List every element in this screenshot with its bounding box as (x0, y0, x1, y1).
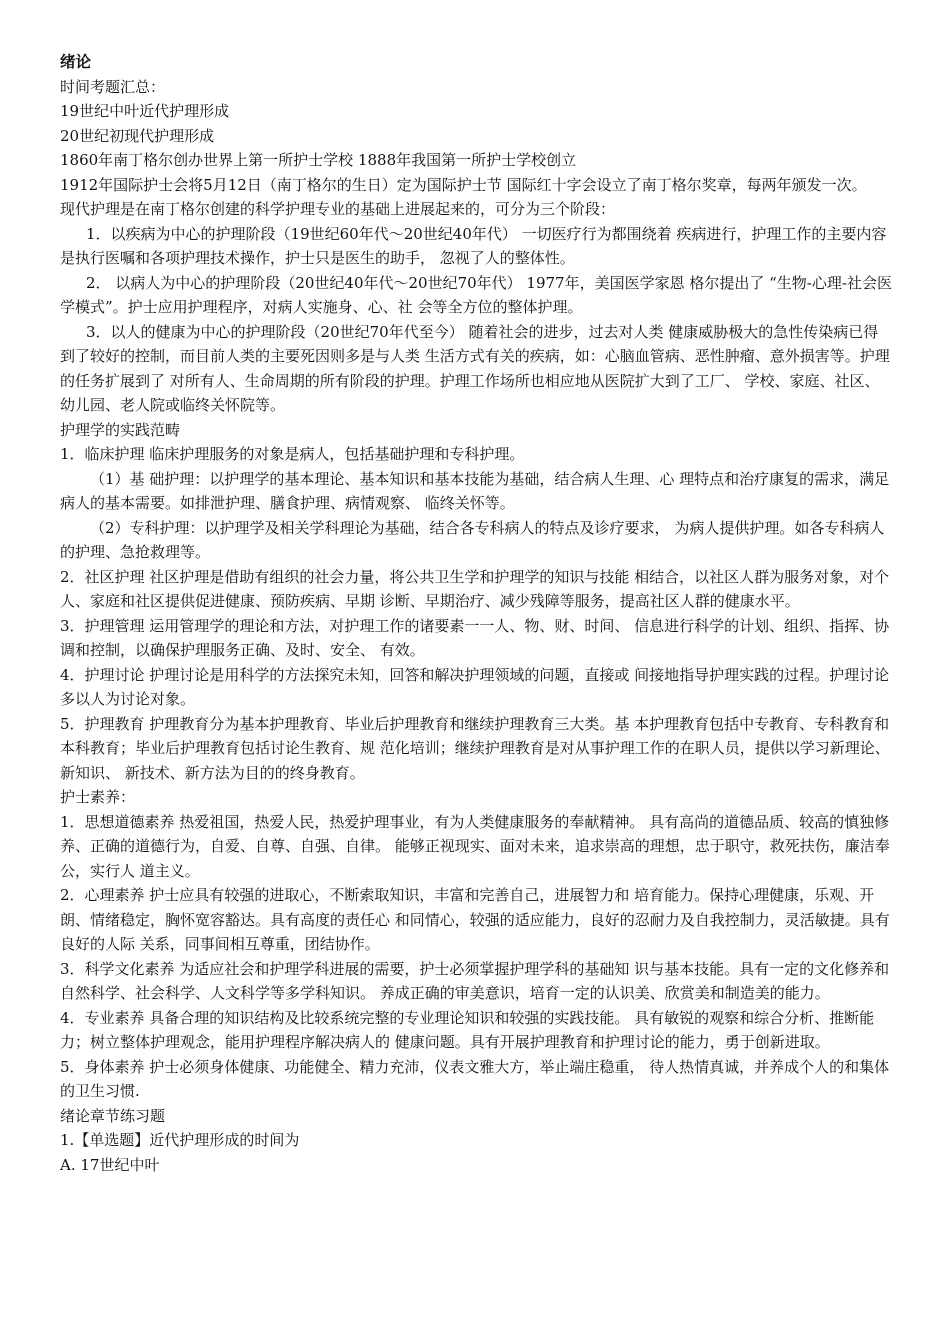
qualities-paragraph: 1．思想道德素养 热爱祖国，热爱人民，热爱护理事业，有为人类健康服务的奉献精神。 具有高尚的道德品质、较高的慎独修养、正确的道德行为，自爱、自尊、自强、自律。 能够正视现实、面对未来，追求崇高的理想，忠于职守，救死扶伤，廉洁奉公，实行人 道主义。 (60, 812, 890, 880)
timeline-item: 1860年南丁格尔创办世界上第一所护士学校 1888年我国第一所护士学校创立 (60, 151, 577, 169)
timeline-item: 20世纪初现代护理形成 (60, 126, 215, 145)
stage-paragraph: 2． 以病人为中心的护理阶段（20世纪40年代～20世纪70年代） 1977年，美国医学家恩 格尔提出了 “生物-心理-社会医学模式”。护士应用护理程序，对病人实施身、心、社 会等全方位的整体护理。 (60, 273, 892, 316)
practice-paragraph: 3．护理管理 运用管理学的理论和方法，对护理工作的诸要素一一人、物、财、时间、 信息进行科学的计划、组织、指挥、协调和控制，以确保护理服务正确、及时、安全、 有效。 (60, 616, 890, 659)
practice-paragraph: 4．护理讨论 护理讨论是用科学的方法探究未知，回答和解决护理领域的问题，直接或 间接地指导护理实践的过程。护理讨论多以人为讨论对象。 (60, 665, 890, 708)
stage-paragraph: 3．以人的健康为中心的护理阶段（20世纪70年代至今） 随着社会的进步，过去对人类 健康威胁极大的急性传染病已得到了较好的控制，而目前人类的主要死因则多是与人类 生活方式有关的疾病，如：心脑血管病、恶性肿瘤、意外损害等。护理的任务扩展到了 对所有人、生命周期的所有阶段的护理。护理工作场所也相应地从医院扩大到了工厂、 学校、家庭、社区、幼儿园、老人院或临终关怀院等。 (60, 322, 890, 414)
qualities-paragraph: 4．专业素养 具备合理的知识结构及比较系统完整的专业理论知识和较强的实践技能。 具有敏锐的观察和综合分析、推断能力；树立整体护理观念，能用护理程序解决病人的 健康问题。具有开展护理教育和护理讨论的能力，勇于创新进取。 (60, 1008, 875, 1051)
document-title: 绪论 (60, 52, 92, 71)
exercises-heading: 绪论章节练习题 (60, 1106, 166, 1125)
qualities-heading: 护士素养： (60, 788, 136, 806)
exercise-question: 1.【单选题】近代护理形成的时间为 (60, 1131, 300, 1149)
exercise-option: A. 17世纪中叶 (60, 1155, 160, 1174)
practice-heading: 护理学的实践范畴 (60, 420, 181, 439)
practice-paragraph: 5．护理教育 护理教育分为基本护理教育、毕业后护理教育和继续护理教育三大类。基 本护理教育包括中专教育、专科教育和本科教育；毕业后护理教育包括讨论生教育、规 范化培训；继续护理教育是对从事护理工作的在职人员，提供以学习新理论、新知识、 新技术、新方法为目的的终身教育。 (60, 714, 890, 782)
practice-paragraph: 1．临床护理 临床护理服务的对象是病人，包括基础护理和专科护理。 (60, 445, 525, 463)
timeline-heading: 时间考题汇总： (60, 77, 166, 96)
practice-subparagraph: （2）专科护理：以护理学及相关学科理论为基础，结合各专科病人的特点及诊疗要求， 为病人提供护理。如各专科病人的护理、急抢救理等。 (60, 518, 885, 561)
timeline-item: 1912年国际护士会将5月12日（南丁格尔的生日）定为国际护士节 国际红十字会设立了南丁格尔奖章，每两年颁发一次。 (60, 175, 867, 194)
qualities-paragraph: 5．身体素养 护士必须身体健康、功能健全、精力充沛，仪表文雅大方，举止端庄稳重， 待人热情真诚，并养成个人的和集体的卫生习惯. (60, 1057, 890, 1100)
timeline-item: 19世纪中叶近代护理形成 (60, 102, 230, 120)
qualities-paragraph: 3．科学文化素养 为适应社会和护理学科进展的需要，护士必须掌握护理学科的基础知 识与基本技能。具有一定的文化修养和自然科学、社会科学、人文科学等多学科知识。 养成正确的审美意识，培育一定的认识美、欣赏美和制造美的能力。 (60, 959, 890, 1002)
practice-subparagraph: （1）基 础护理：以护理学的基本理论、基本知识和基本技能为基础，结合病人生理、心 理特点和治疗康复的需求，满足病人的基本需要。如排泄护理、膳食护理、病情观察、 临终关怀等。 (60, 469, 890, 512)
stage-paragraph: 1．以疾病为中心的护理阶段（19世纪60年代～20世纪40年代） 一切医疗行为都围绕着 疾病进行，护理工作的主要内容是执行医嘱和各项护理技术操作，护士只是医生的助手， 忽视了人的整体性。 (60, 224, 887, 267)
qualities-paragraph: 2．心理素养 护士应具有较强的进取心，不断索取知识，丰富和完善自己，进展智力和 培育能力。保持心理健康，乐观、开朗、情绪稳定，胸怀宽容豁达。具有高度的责任心 和同情心，较强的适应能力，良好的忍耐力及自我控制力，灵活敏捷。具有良好的人际 关系，同事间相互尊重，团结协作。 (60, 886, 890, 953)
practice-paragraph: 2．社区护理 社区护理是借助有组织的社会力量，将公共卫生学和护理学的知识与技能 相结合，以社区人群为服务对象，对个人、家庭和社区提供促进健康、预防疾病、早期 诊断、早期治疗、减少残障等服务，提高社区人群的健康水平。 (60, 567, 890, 610)
stages-intro: 现代护理是在南丁格尔创建的科学护理专业的基础上进展起来的，可分为三个阶段： (60, 200, 616, 218)
